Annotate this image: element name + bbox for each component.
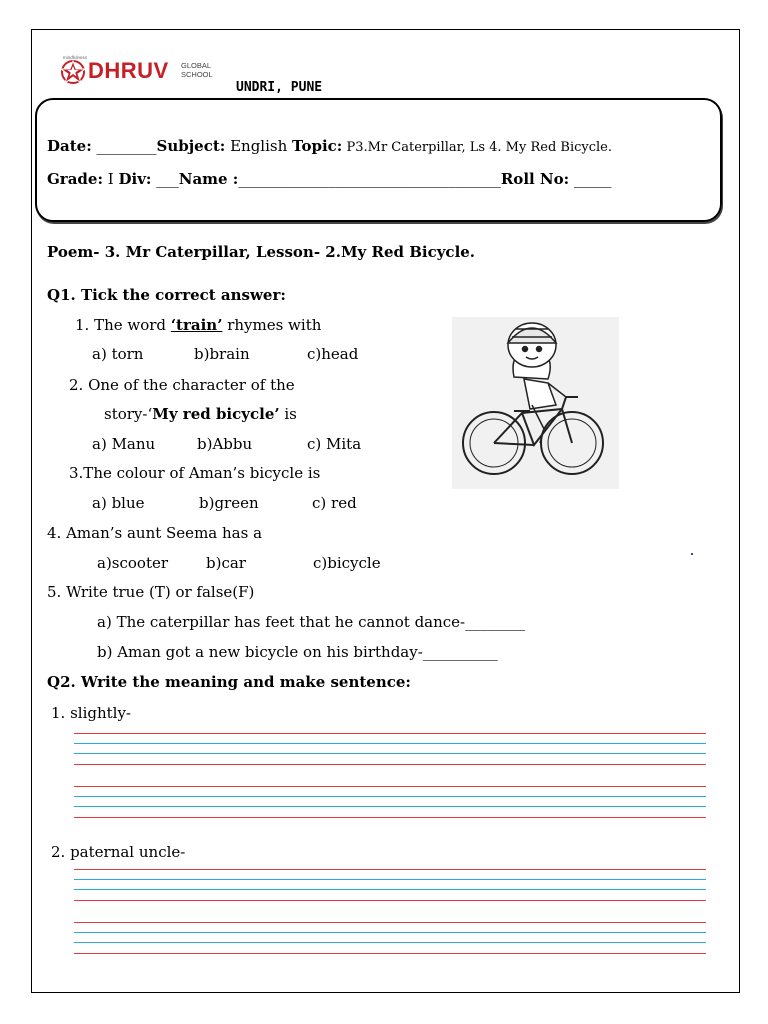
roll-blank[interactable]: _____	[569, 170, 612, 188]
div-blank[interactable]: ___	[151, 170, 179, 188]
star-logo-icon	[59, 59, 87, 85]
date-subject-topic-line	[47, 137, 612, 155]
q1-item3-line: 3.The colour of Aman’s bicycle is	[69, 464, 321, 482]
topic-value: P3.Mr Caterpillar, Ls 4. My Red Bicycle.	[342, 140, 613, 155]
writing-line	[74, 764, 706, 765]
q1-item1-option-b[interactable]: b)brain	[194, 345, 250, 363]
writing-line	[74, 817, 706, 818]
logo-school-name: DHRUV	[88, 58, 169, 83]
writing-line	[74, 900, 706, 901]
q1-title: Q1. Tick the correct answer:	[47, 286, 286, 304]
q2-word1: 1. slightly-	[51, 704, 132, 722]
q1-item5-statement-b[interactable]: b) Aman got a new bicycle on his birthday-__________	[97, 643, 498, 661]
writing-line	[74, 733, 706, 734]
writing-line	[74, 932, 706, 933]
writing-line	[74, 879, 706, 880]
writing-line	[74, 889, 706, 890]
q1-item4-option-b[interactable]: b)car	[206, 554, 246, 572]
q1-item3-option-a[interactable]: a) blue	[92, 494, 145, 512]
topic-label: Topic:	[292, 137, 343, 155]
q1-item4-option-c[interactable]: c)bicycle	[313, 554, 381, 572]
grade-value: I	[103, 170, 119, 188]
q1-item2-story: My red bicycle’	[152, 405, 280, 423]
date-label: Date:	[47, 137, 92, 155]
q1-item2-line1: 2. One of the character of the	[69, 376, 295, 394]
roll-label: Roll No:	[500, 170, 570, 188]
logo-sub-school: SCHOOL	[181, 70, 213, 79]
logo-sub-global: GLOBAL	[181, 61, 212, 70]
q1-item2-line2	[104, 405, 297, 423]
grade-name-roll-line	[47, 170, 611, 188]
q2-title: Q2. Write the meaning and make sentence:	[47, 673, 411, 691]
q1-item3-option-b[interactable]: b)green	[199, 494, 259, 512]
writing-line	[74, 922, 706, 923]
subject-label: Subject:	[156, 137, 226, 155]
writing-line	[74, 743, 706, 744]
q1-item2-option-b[interactable]: b)Abbu	[197, 435, 253, 453]
q1-item1-prefix: 1. The word	[75, 316, 171, 334]
writing-line	[74, 796, 706, 797]
school-location: UNDRI, PUNE	[236, 80, 323, 95]
q1-item2-prefix: story-‘	[104, 405, 153, 423]
div-label: Div:	[118, 170, 152, 188]
q1-item2-option-a[interactable]: a) Manu	[92, 435, 156, 453]
writing-line	[74, 806, 706, 807]
q1-item1-option-a[interactable]: a) torn	[92, 345, 144, 363]
q1-item5-statement-a[interactable]: a) The caterpillar has feet that he cannot dance-________	[97, 613, 526, 631]
q1-item1-option-c[interactable]: c)head	[307, 345, 359, 363]
date-blank[interactable]: ________	[91, 137, 157, 155]
logo-tagline: mindfulness	[63, 55, 88, 60]
q1-item5-line: 5. Write true (T) or false(F)	[47, 583, 255, 601]
writing-line	[74, 953, 706, 954]
grade-label: Grade:	[47, 170, 104, 188]
name-blank[interactable]: ___________________________________	[238, 170, 501, 188]
q2-word2: 2. paternal uncle-	[51, 843, 186, 861]
q1-item3-option-c[interactable]: c) red	[312, 494, 357, 512]
student-info-box	[35, 98, 722, 222]
child-on-bicycle-illustration	[452, 317, 619, 489]
worksheet-heading: Poem- 3. Mr Caterpillar, Lesson- 2.My Red Bicycle.	[47, 243, 476, 261]
q1-item1	[75, 316, 321, 334]
writing-line	[74, 942, 706, 943]
q1-item2-option-c[interactable]: c) Mita	[307, 435, 362, 453]
q1-item4-option-a[interactable]: a)scooter	[97, 554, 169, 572]
q1-item1-suffix: rhymes with	[222, 316, 322, 334]
writing-line	[74, 753, 706, 754]
stray-dot	[691, 553, 693, 555]
q1-item4-line: 4. Aman’s aunt Seema has a	[47, 524, 263, 542]
q1-item2-suffix: is	[279, 405, 297, 423]
q1-item1-word: ‘train’	[170, 316, 223, 334]
writing-line	[74, 786, 706, 787]
subject-value: English	[225, 137, 293, 155]
name-label: Name :	[178, 170, 239, 188]
writing-line	[74, 869, 706, 870]
